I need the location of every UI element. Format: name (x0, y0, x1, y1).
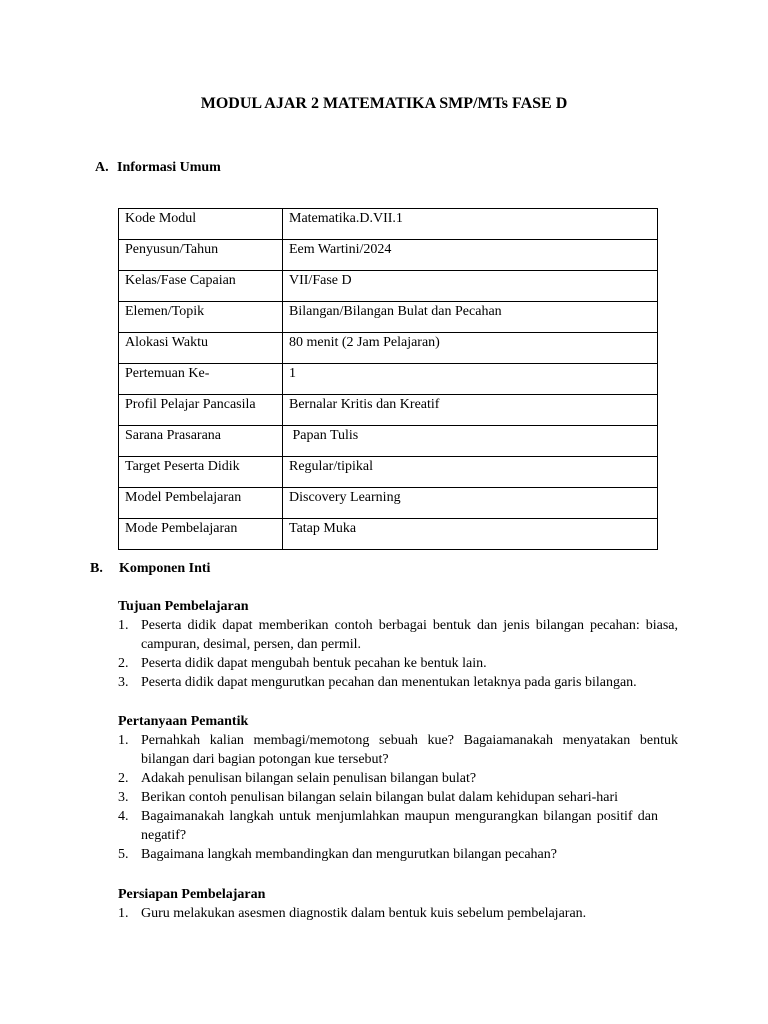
list-number: 4. (118, 809, 129, 824)
list-number: 5. (118, 847, 129, 862)
table-row (119, 519, 658, 550)
list-number: 1. (118, 618, 129, 633)
persiapan-pembelajaran-section (118, 885, 678, 923)
tujuan-heading: Tujuan Pembelajaran (118, 599, 249, 614)
pemantik-list (118, 731, 678, 864)
row-label: Pertemuan Ke- (119, 364, 283, 395)
list-text: Peserta didik dapat mengurutkan pecahan dan menentukan letaknya pada garis bilangan. (141, 675, 637, 690)
row-value: 80 menit (2 Jam Pelajaran) (283, 333, 658, 364)
row-label: Profil Pelajar Pancasila (119, 395, 283, 426)
table-row (119, 395, 658, 426)
list-text: Bagaimanakah langkah untuk menjumlahkan maupun mengurangkan bilangan positif dan negatif? (141, 809, 658, 843)
row-label: Target Peserta Didik (119, 457, 283, 488)
list-number: 2. (118, 656, 129, 671)
page-title: MODUL AJAR 2 MATEMATIKA SMP/MTs FASE D (200, 95, 568, 112)
row-value: Regular/tipikal (283, 457, 658, 488)
pemantik-heading: Pertanyaan Pemantik (118, 714, 249, 729)
list-item (118, 673, 678, 692)
row-label: Penyusun/Tahun (119, 240, 283, 271)
list-number: 1. (118, 906, 129, 921)
tujuan-list (118, 616, 678, 692)
list-number: 1. (118, 733, 129, 748)
row-value: Bilangan/Bilangan Bulat dan Pecahan (283, 302, 658, 333)
list-number: 3. (118, 790, 129, 805)
list-item (118, 731, 678, 769)
table-row (119, 488, 658, 519)
row-value: Matematika.D.VII.1 (283, 209, 658, 240)
row-value: 1 (283, 364, 658, 395)
row-label: Model Pembelajaran (119, 488, 283, 519)
row-value: Eem Wartini/2024 (283, 240, 658, 271)
row-value: Tatap Muka (283, 519, 658, 550)
list-text: Peserta didik dapat memberikan contoh berbagai bentuk dan jenis bilangan pecahan: biasa, campuran, desimal, persen, dan permil. (141, 618, 678, 652)
table-row (119, 302, 658, 333)
list-item (118, 769, 678, 788)
list-number: 3. (118, 675, 129, 690)
row-label: Elemen/Topik (119, 302, 283, 333)
row-label: Alokasi Waktu (119, 333, 283, 364)
section-b-letter: B. (90, 561, 103, 576)
list-text: Peserta didik dapat mengubah bentuk pecahan ke bentuk lain. (141, 656, 487, 671)
table-row (119, 457, 658, 488)
list-text: Berikan contoh penulisan bilangan selain bilangan bulat dalam kehidupan sehari-hari (141, 790, 619, 805)
row-value: Papan Tulis (283, 426, 658, 457)
row-value: Bernalar Kritis dan Kreatif (283, 395, 658, 426)
list-item (118, 807, 678, 845)
list-text: Adakah penulisan bilangan selain penulisan bilangan bulat? (141, 771, 477, 786)
table-row (119, 426, 658, 457)
tujuan-pembelajaran-section (118, 597, 678, 692)
table-row (119, 364, 658, 395)
list-text: Bagaimana langkah membandingkan dan mengurutkan bilangan pecahan? (141, 847, 557, 862)
table-row (119, 240, 658, 271)
row-label: Kode Modul (119, 209, 283, 240)
section-a-title: Informasi Umum (117, 160, 221, 175)
row-label: Sarana Prasarana (119, 426, 283, 457)
row-label: Kelas/Fase Capaian (119, 271, 283, 302)
table-row (119, 271, 658, 302)
list-text: Pernahkah kalian membagi/memotong sebuah kue? Bagaiamanakah menyatakan bentuk bilangan dari bagian potongan kue tersebut? (141, 733, 678, 767)
persiapan-heading: Persiapan Pembelajaran (118, 887, 266, 902)
list-item (118, 904, 678, 923)
table-row (119, 209, 658, 240)
section-b-title: Komponen Inti (119, 561, 211, 576)
persiapan-list (118, 904, 678, 923)
list-item (118, 654, 678, 673)
section-a-letter: A. (95, 160, 109, 175)
row-value: VII/Fase D (283, 271, 658, 302)
pertanyaan-pemantik-section (118, 712, 678, 864)
row-value: Discovery Learning (283, 488, 658, 519)
row-label: Mode Pembelajaran (119, 519, 283, 550)
list-text: Guru melakukan asesmen diagnostik dalam bentuk kuis sebelum pembelajaran. (141, 906, 587, 921)
table-row (119, 333, 658, 364)
info-table (118, 208, 658, 550)
list-item (118, 845, 678, 864)
section-b-heading (90, 560, 210, 578)
section-a-heading (95, 159, 221, 177)
list-item (118, 616, 678, 654)
list-number: 2. (118, 771, 129, 786)
list-item (118, 788, 678, 807)
